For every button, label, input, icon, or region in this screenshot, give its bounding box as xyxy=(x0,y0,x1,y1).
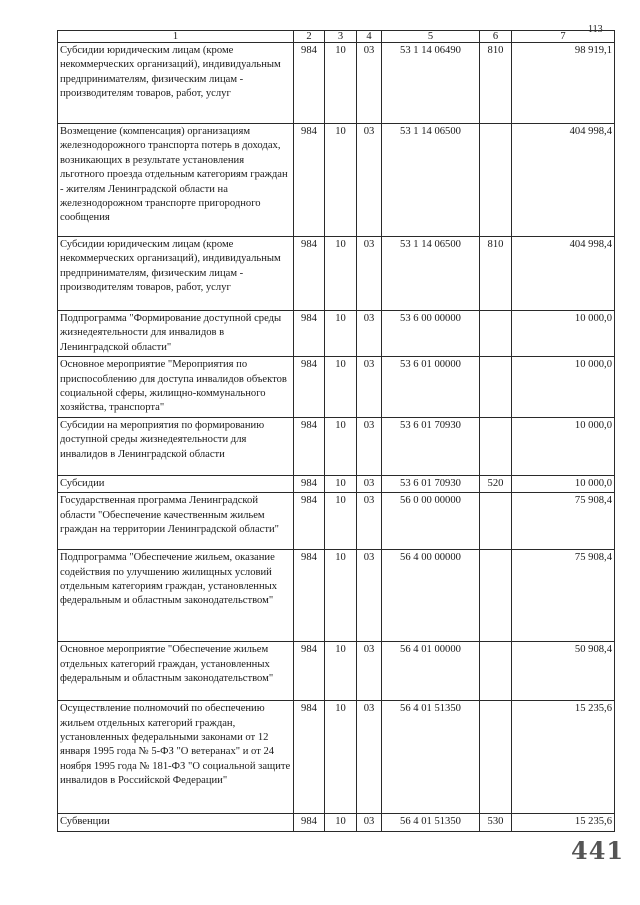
row-ministry-code: 984 xyxy=(294,124,325,237)
table-row xyxy=(58,124,615,237)
row-section-code: 10 xyxy=(325,124,357,237)
table-row xyxy=(58,417,615,475)
row-name: Возмещение (компенсация) организациям железнодорожного транспорта потерь в доходах, возникающих в результате установления льготного проезда отдельным категориям граждан - жителям Ленинградской области на железнодорожном транспорте пригородного сообщения xyxy=(58,124,294,237)
row-section-code: 10 xyxy=(325,493,357,550)
row-target-code: 53 6 01 70930 xyxy=(382,417,480,475)
table-row xyxy=(58,814,615,831)
row-ministry-code: 984 xyxy=(294,814,325,831)
row-amount: 15 235,6 xyxy=(512,814,615,831)
row-ministry-code: 984 xyxy=(294,475,325,492)
row-amount: 404 998,4 xyxy=(512,237,615,311)
row-expense-type: 530 xyxy=(480,814,512,831)
column-header: 5 xyxy=(382,31,480,43)
row-ministry-code: 984 xyxy=(294,701,325,814)
row-name: Субсидии юридическим лицам (кроме некоммерческих организаций), индивидуальным предпринимателям, физическим лицам - производителям товаров, работ, услуг xyxy=(58,43,294,124)
row-section-code: 10 xyxy=(325,475,357,492)
row-name: Осуществление полномочий по обеспечению жильем отдельных категорий граждан, установленных федеральными законами от 12 января 1995 года № 5-ФЗ "О ветеранах" и от 24 ноября 1995 года № 181-ФЗ "О социальной защите инвалидов в Российской Федерации" xyxy=(58,701,294,814)
row-subsection-code: 03 xyxy=(357,493,382,550)
row-amount: 10 000,0 xyxy=(512,311,615,357)
table-row xyxy=(58,550,615,642)
row-section-code: 10 xyxy=(325,701,357,814)
row-ministry-code: 984 xyxy=(294,311,325,357)
row-amount: 75 908,4 xyxy=(512,493,615,550)
row-name: Основное мероприятие "Мероприятия по приспособлению для доступа инвалидов объектов социальной сферы, жилищно-коммунального хозяйства, транспорта" xyxy=(58,357,294,418)
row-target-code: 53 1 14 06500 xyxy=(382,124,480,237)
handwritten-page-stamp: 441 xyxy=(571,836,625,865)
row-target-code: 53 1 14 06490 xyxy=(382,43,480,124)
row-expense-type xyxy=(480,642,512,701)
row-name: Субсидии юридическим лицам (кроме некоммерческих организаций), индивидуальным предпринимателям, физическим лицам - производителям товаров, работ, услуг xyxy=(58,237,294,311)
row-section-code: 10 xyxy=(325,43,357,124)
row-target-code: 56 4 00 00000 xyxy=(382,550,480,642)
row-subsection-code: 03 xyxy=(357,550,382,642)
row-ministry-code: 984 xyxy=(294,43,325,124)
row-amount: 15 235,6 xyxy=(512,701,615,814)
column-header: 2 xyxy=(294,31,325,43)
row-expense-type: 810 xyxy=(480,237,512,311)
column-header-row xyxy=(58,31,615,43)
row-subsection-code: 03 xyxy=(357,124,382,237)
row-name: Субсидии xyxy=(58,475,294,492)
row-section-code: 10 xyxy=(325,550,357,642)
budget-table xyxy=(57,30,615,832)
row-amount: 10 000,0 xyxy=(512,417,615,475)
row-target-code: 53 6 00 00000 xyxy=(382,311,480,357)
row-expense-type: 520 xyxy=(480,475,512,492)
row-subsection-code: 03 xyxy=(357,701,382,814)
row-name: Субвенции xyxy=(58,814,294,831)
row-ministry-code: 984 xyxy=(294,550,325,642)
table-row xyxy=(58,311,615,357)
row-target-code: 56 4 01 00000 xyxy=(382,642,480,701)
row-target-code: 53 6 01 00000 xyxy=(382,357,480,418)
table-row xyxy=(58,701,615,814)
row-amount: 404 998,4 xyxy=(512,124,615,237)
row-expense-type xyxy=(480,311,512,357)
row-expense-type xyxy=(480,417,512,475)
table-row xyxy=(58,43,615,124)
row-section-code: 10 xyxy=(325,311,357,357)
column-header: 7 xyxy=(512,31,615,43)
row-expense-type xyxy=(480,550,512,642)
row-target-code: 53 1 14 06500 xyxy=(382,237,480,311)
row-section-code: 10 xyxy=(325,814,357,831)
page-number: 113 xyxy=(588,24,603,35)
row-target-code: 53 6 01 70930 xyxy=(382,475,480,492)
table-row xyxy=(58,642,615,701)
table-row xyxy=(58,237,615,311)
row-amount: 75 908,4 xyxy=(512,550,615,642)
row-target-code: 56 0 00 00000 xyxy=(382,493,480,550)
row-name: Основное мероприятие "Обеспечение жильем отдельных категорий граждан, установленных федеральным и областным законодательством" xyxy=(58,642,294,701)
row-amount: 10 000,0 xyxy=(512,475,615,492)
row-expense-type xyxy=(480,493,512,550)
row-ministry-code: 984 xyxy=(294,357,325,418)
row-section-code: 10 xyxy=(325,417,357,475)
column-header: 3 xyxy=(325,31,357,43)
row-expense-type xyxy=(480,124,512,237)
row-ministry-code: 984 xyxy=(294,417,325,475)
column-header: 4 xyxy=(357,31,382,43)
row-amount: 50 908,4 xyxy=(512,642,615,701)
row-subsection-code: 03 xyxy=(357,237,382,311)
row-amount: 10 000,0 xyxy=(512,357,615,418)
table-row xyxy=(58,357,615,418)
row-subsection-code: 03 xyxy=(357,43,382,124)
row-subsection-code: 03 xyxy=(357,311,382,357)
row-name: Подпрограмма "Обеспечение жильем, оказание содействия по улучшению жилищных условий отдельным категориям граждан, установленных федеральным и областным законодательством" xyxy=(58,550,294,642)
row-name: Государственная программа Ленинградской области "Обеспечение качественным жильем граждан на территории Ленинградской области" xyxy=(58,493,294,550)
row-subsection-code: 03 xyxy=(357,814,382,831)
row-name: Субсидии на мероприятия по формированию доступной среды жизнедеятельности для инвалидов в Ленинградской области xyxy=(58,417,294,475)
row-amount: 98 919,1 xyxy=(512,43,615,124)
row-name: Подпрограмма "Формирование доступной среды жизнедеятельности для инвалидов в Ленинградской области" xyxy=(58,311,294,357)
row-subsection-code: 03 xyxy=(357,475,382,492)
row-expense-type xyxy=(480,701,512,814)
row-ministry-code: 984 xyxy=(294,237,325,311)
row-subsection-code: 03 xyxy=(357,357,382,418)
row-section-code: 10 xyxy=(325,237,357,311)
column-header: 1 xyxy=(58,31,294,43)
row-subsection-code: 03 xyxy=(357,642,382,701)
table-row xyxy=(58,475,615,492)
row-ministry-code: 984 xyxy=(294,642,325,701)
row-expense-type: 810 xyxy=(480,43,512,124)
row-expense-type xyxy=(480,357,512,418)
table-row xyxy=(58,493,615,550)
row-target-code: 56 4 01 51350 xyxy=(382,701,480,814)
row-section-code: 10 xyxy=(325,357,357,418)
row-ministry-code: 984 xyxy=(294,493,325,550)
row-target-code: 56 4 01 51350 xyxy=(382,814,480,831)
row-section-code: 10 xyxy=(325,642,357,701)
row-subsection-code: 03 xyxy=(357,417,382,475)
column-header: 6 xyxy=(480,31,512,43)
